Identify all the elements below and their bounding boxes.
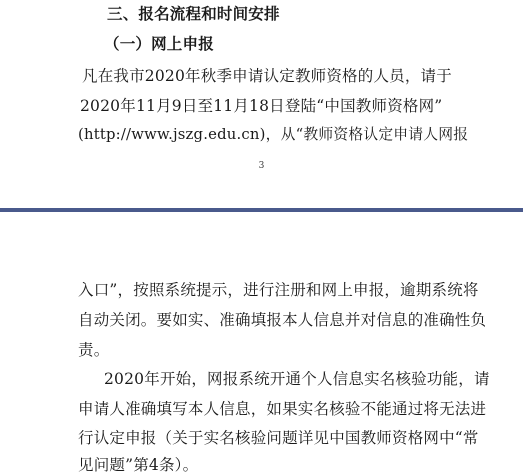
paragraph-line: 申请人准确填写本人信息，如果实名核验不能通过将无法进: [78, 400, 487, 418]
paragraph-line: 入口”，按照系统提示，进行注册和网上申报，逾期系统将: [78, 281, 479, 299]
paragraph-line: 2020年11月9日至11月18日登陆“中国教师资格网”: [80, 97, 443, 115]
page-number: 3: [258, 161, 265, 171]
paragraph-line: (http://www.jszg.edu.cn)，从“教师资格认定申请人网报: [78, 126, 469, 143]
sub-heading: （一）网上申报: [104, 35, 214, 53]
paragraph-line: 自动关闭。要如实、准确填报本人信息并对信息的准确性负: [78, 311, 487, 329]
paragraph-line: 见问题”第4条）。: [78, 456, 199, 472]
document-page-3: [0, 0, 523, 208]
section-heading: 三、报名流程和时间安排: [107, 5, 280, 23]
paragraph-line: 责。: [78, 341, 110, 359]
paragraph-line: 凡在我市2020年秋季申请认定教师资格的人员，请于: [82, 67, 452, 85]
paragraph-line: 行认定申报（关于实名核验问题详见中国教师资格网中“常: [78, 429, 479, 447]
document-page-4: [0, 212, 523, 472]
paragraph-line: 2020年开始，网报系统开通个人信息实名核验功能，请: [104, 370, 490, 388]
